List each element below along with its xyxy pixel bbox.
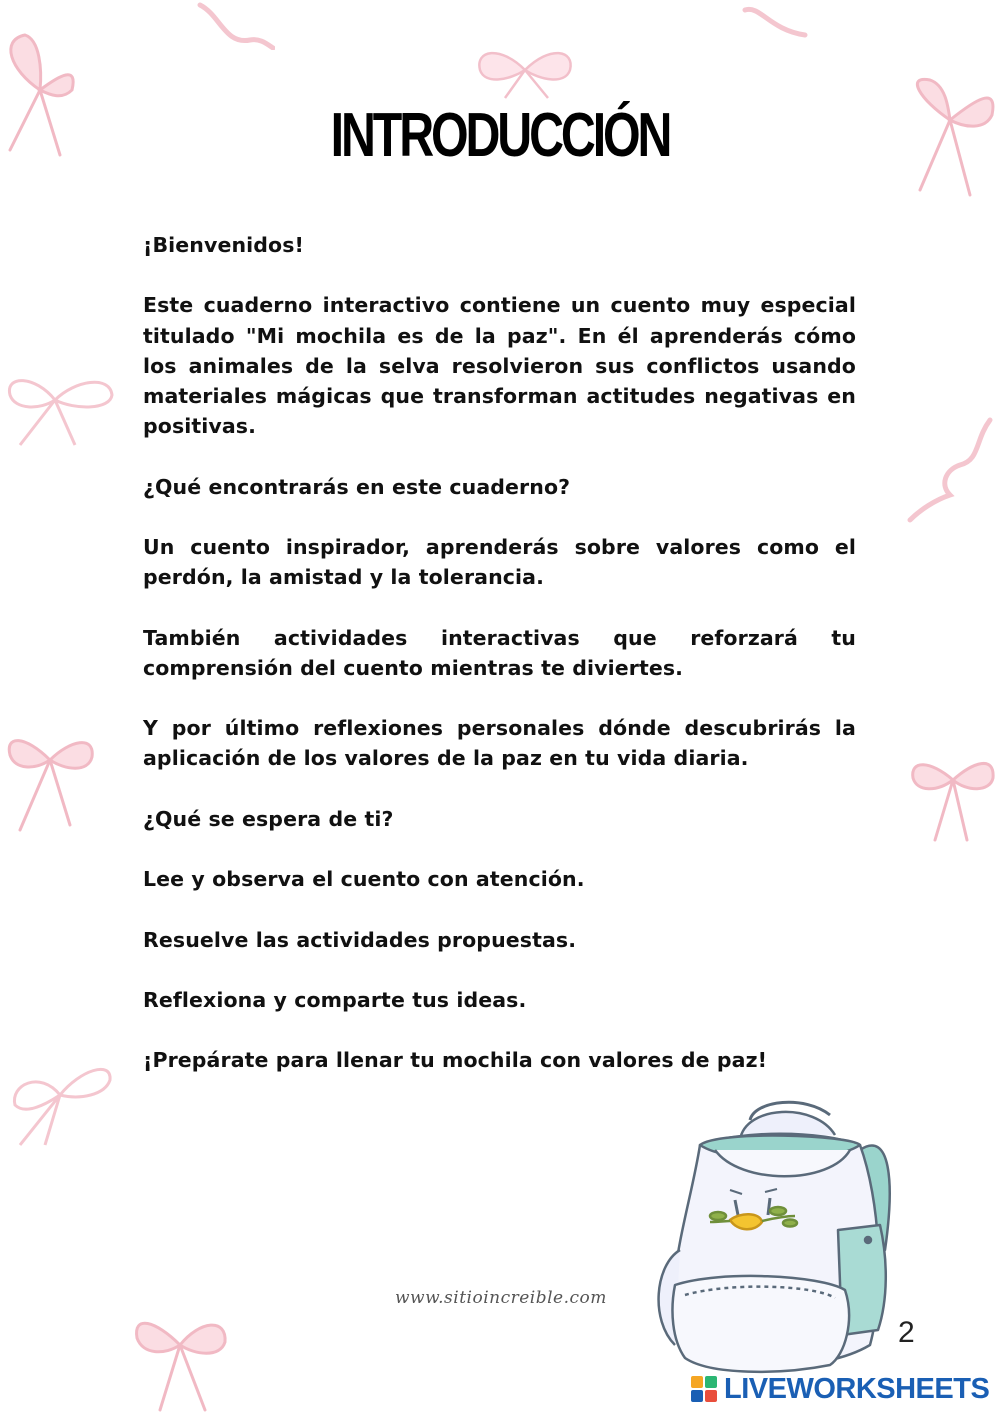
pink-bow-icon (470, 40, 580, 100)
paragraph: Y por último reflexiones personales dónde descubrirás la aplicación de los valores de la paz en tu vida diaria. (143, 716, 856, 771)
paragraph: ¿Qué encontrarás en este cuaderno? (143, 474, 571, 499)
liveworksheets-logo-icon (690, 1375, 718, 1403)
paragraph: ¡Prepárate para llenar tu mochila con valores de paz! (143, 1048, 768, 1073)
paragraph: Lee y observa el cuento con atención. (143, 867, 585, 892)
pink-bow-icon (0, 370, 120, 450)
pink-ribbon-icon (905, 415, 995, 525)
pink-ribbon-icon (195, 0, 275, 50)
paragraph: Un cuento inspirador, aprenderás sobre valores como el perdón, la amistad y la tolerancia. (143, 534, 856, 590)
paragraph: ¿Qué se espera de ti? (143, 806, 394, 831)
paragraph: Resuelve las actividades propuestas. (143, 927, 577, 952)
pink-bow-icon (125, 1300, 235, 1414)
signature-url: www.sitioincreible.com (395, 1288, 607, 1308)
paragraph: Reflexiona y comparte tus ideas. (143, 987, 527, 1012)
page-title: INTRODUCCIÓN (330, 101, 670, 170)
pink-bow-icon (0, 715, 100, 835)
paragraph: Este cuaderno interactivo contiene un cuento muy especial titulado "Mi mochila es de la paz". En él aprenderás cómo los animales de la selva resolvieron sus conflictos usando materiales mágicas que transforman actitudes negativas en positivas. (143, 293, 856, 439)
pink-ribbon-icon (740, 0, 810, 40)
brand-name: LIVEWORKSHEETS (724, 1372, 990, 1405)
pink-bow-icon (0, 30, 80, 160)
pink-bow-icon (900, 70, 1000, 200)
liveworksheets-branding[interactable] (690, 1372, 990, 1406)
intro-body (143, 230, 856, 1106)
paragraph: También actividades interactivas que reforzará tu comprensión del cuento mientras te diviertes. (143, 625, 856, 680)
pink-bow-icon (905, 740, 1000, 845)
backpack-illustration (630, 1090, 915, 1375)
paragraph: ¡Bienvenidos! (143, 233, 304, 257)
page-number: 2 (898, 1316, 915, 1349)
pink-bow-icon (0, 1060, 115, 1150)
